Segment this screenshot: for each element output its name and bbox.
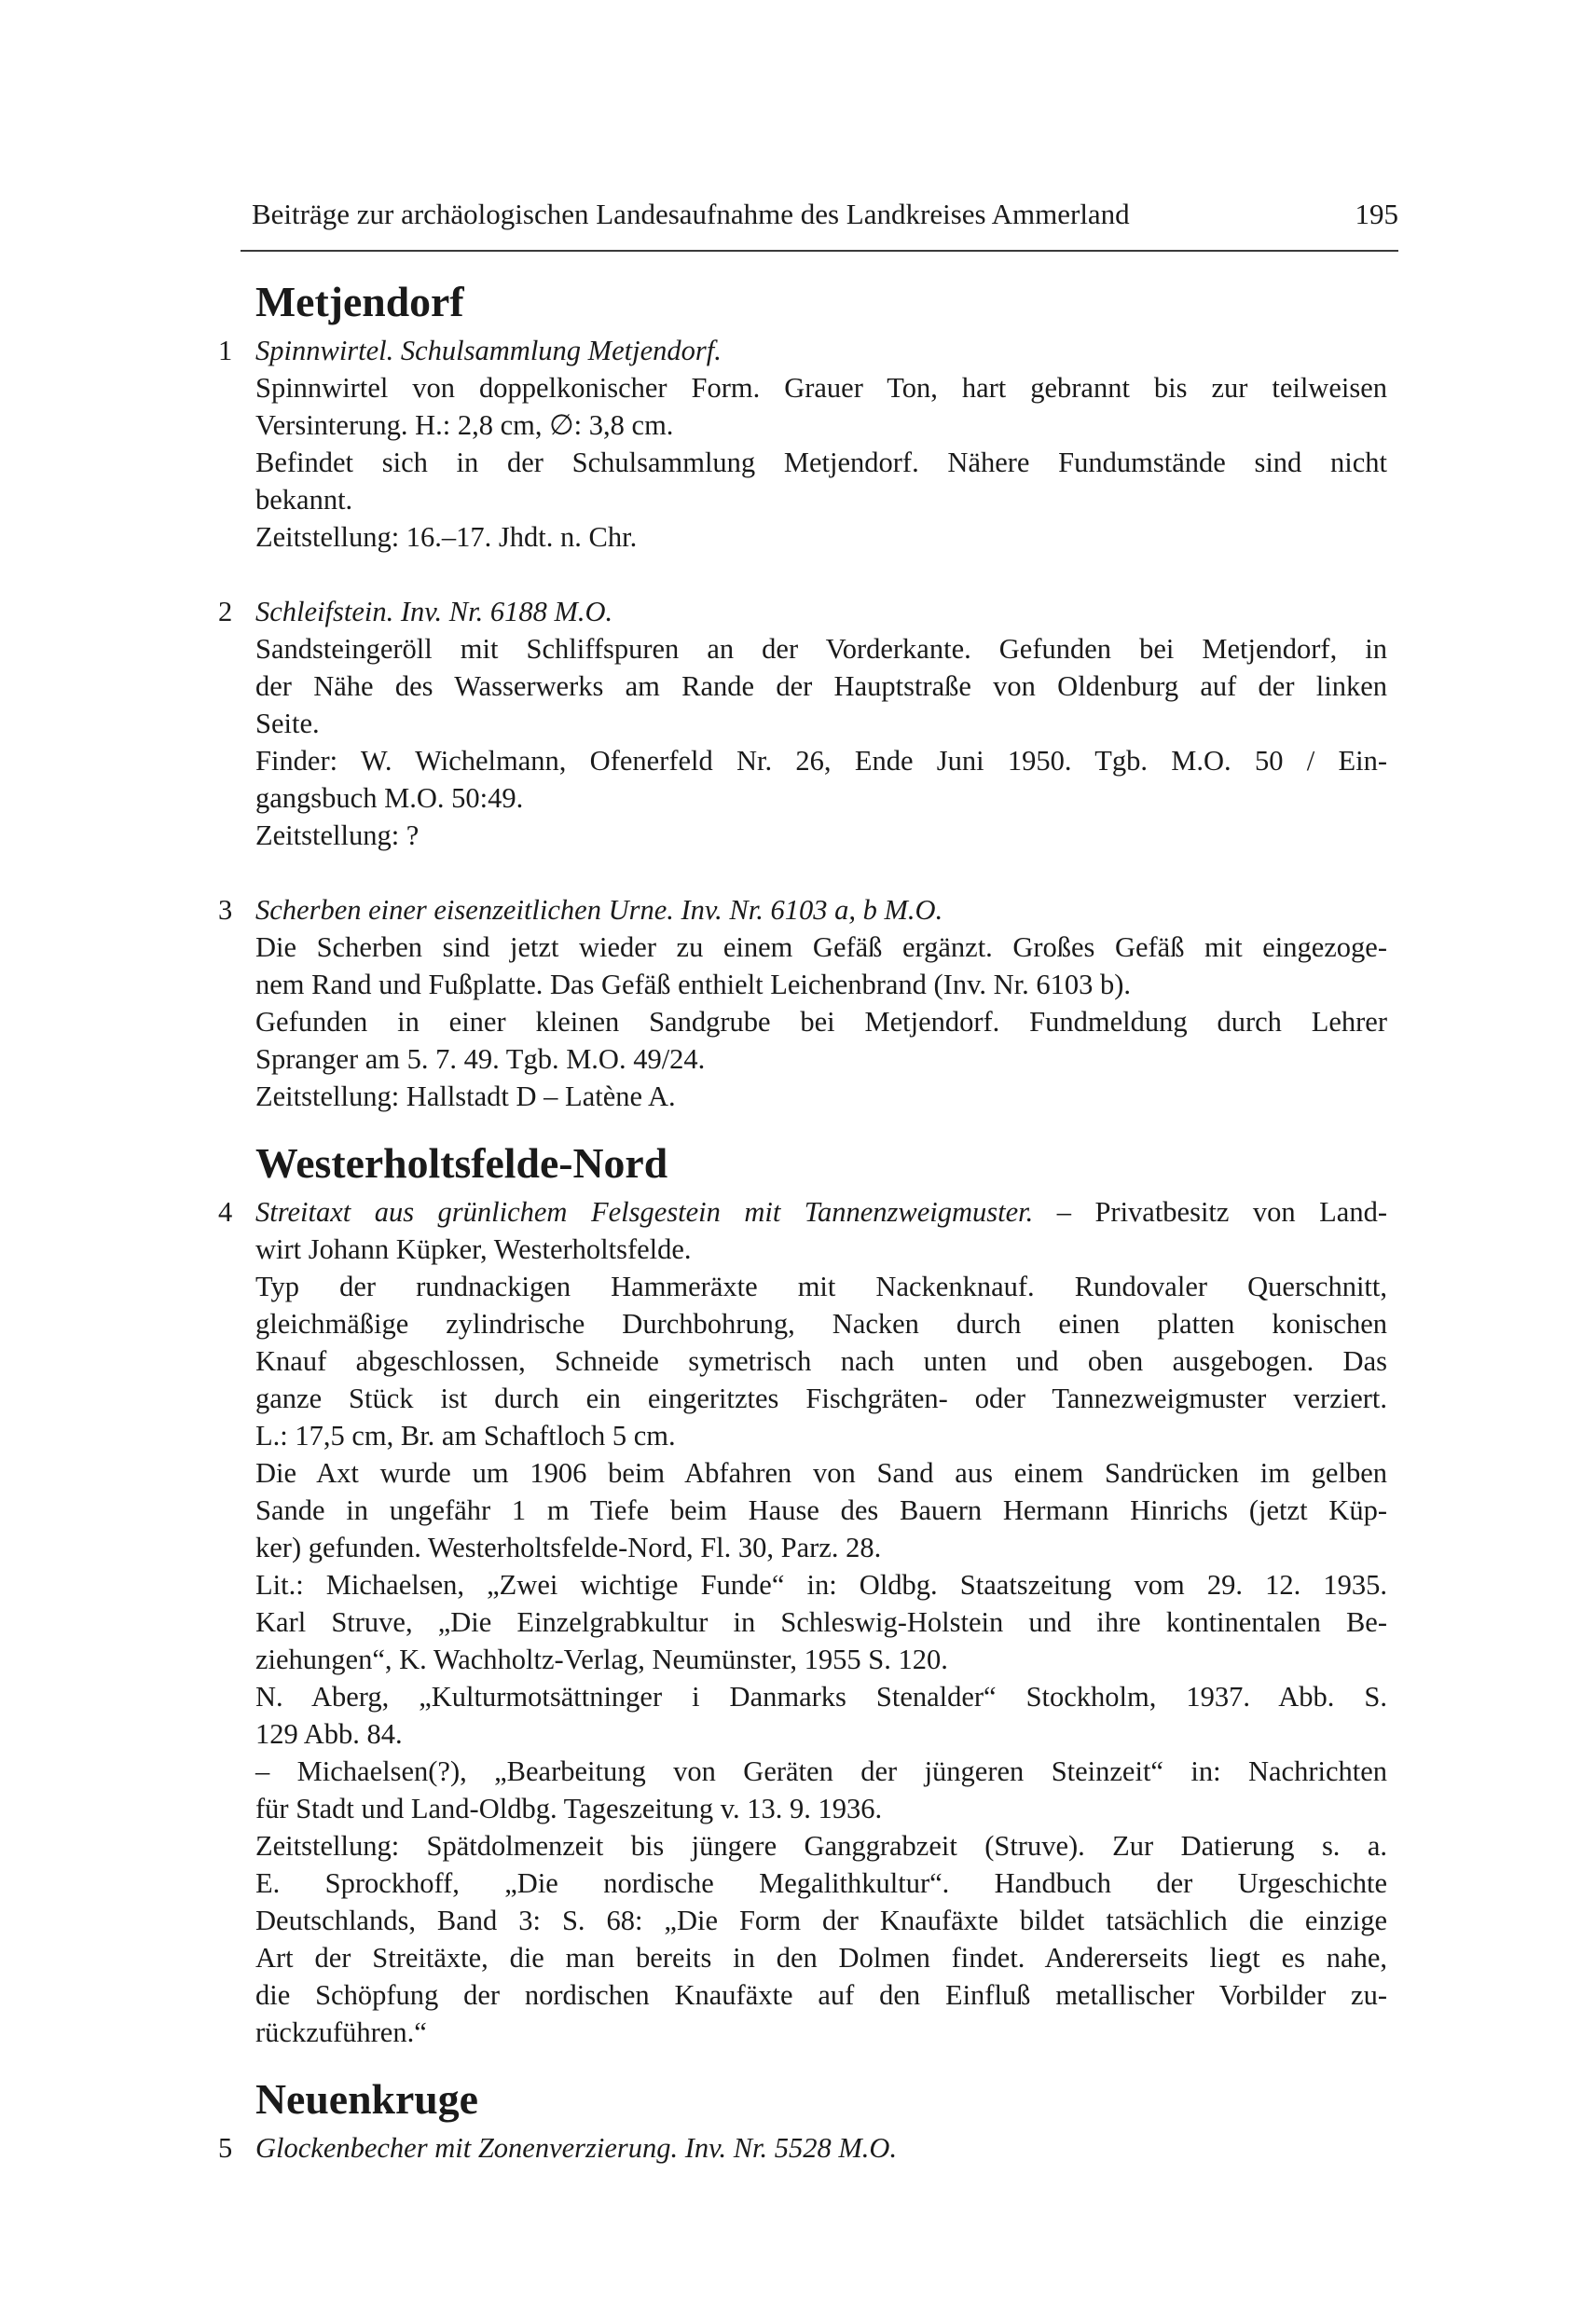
text-line: nem Rand und Fußplatte. Das Gefäß enthielt Leichenbrand (Inv. Nr. 6103 b). [255, 969, 1132, 1000]
text-line: die Schöpfung der nordischen Knaufäxte auf den Einfluß metallischer Vorbilder zu- [255, 1979, 1387, 2011]
entry-heading-italic: Streitaxt aus grünlichem Felsgestein mit Tannenzweigmuster. [255, 1196, 1034, 1228]
text-line: L.: 17,5 cm, Br. am Schaftloch 5 cm. [255, 1420, 676, 1452]
text-line: Karl Struve, „Die Einzelgrabkultur in Schleswig-Holstein und ihre kontinentalen Be- [255, 1606, 1387, 1638]
catalogue-entry [218, 593, 1387, 854]
text-line: wirt Johann Küpker, Westerholtsfelde. [255, 1233, 692, 1265]
text-line: Lit.: Michaelsen, „Zwei wichtige Funde“ in: Oldbg. Staatszeitung vom 29. 12. 1935. [255, 1569, 1387, 1601]
text-line: Art der Streitäxte, die man bereits in den Dolmen findet. Andererseits liegt es nahe, [255, 1942, 1387, 1974]
header-rule [241, 250, 1398, 252]
section-title: Metjendorf [255, 278, 464, 325]
section-title: Westerholtsfelde-Nord [255, 1139, 668, 1187]
text-line: – Michaelsen(?), „Bearbeitung von Geräten der jüngeren Steinzeit“ in: Nachrichten [255, 1755, 1387, 1787]
text-line: Knauf abgeschlossen, Schneide symetrisch nach unten und oben ausgebogen. Das [255, 1345, 1387, 1377]
text-line: E. Sprockhoff, „Die nordische Megalithkultur“. Handbuch der Urgeschichte [255, 1867, 1387, 1899]
text-line: Deutschlands, Band 3: S. 68: „Die Form der Knaufäxte bildet tatsächlich die einzige [255, 1905, 1387, 1936]
text-line: Zeitstellung: Spätdolmenzeit bis jüngere Ganggrabzeit (Struve). Zur Datierung s. a. [255, 1830, 1387, 1862]
text-line: Spranger am 5. 7. 49. Tgb. M.O. 49/24. [255, 1043, 706, 1075]
text-line: Finder: W. Wichelmann, Ofenerfeld Nr. 26, Ende Juni 1950. Tgb. M.O. 50 / Ein- [255, 745, 1387, 777]
text-line: Seite. [255, 708, 320, 739]
text-line [255, 1193, 1387, 1231]
running-header [252, 191, 1398, 238]
text-line: N. Aberg, „Kulturmotsättninger i Danmarks Stenalder“ Stockholm, 1937. Abb. S. [255, 1681, 1387, 1713]
text-line: Sandsteingeröll mit Schliffspuren an der Vorderkante. Gefunden bei Metjendorf, in [255, 633, 1387, 665]
catalogue-entry [218, 332, 1387, 556]
text-line: Spinnwirtel. Schulsammlung Metjendorf. [255, 335, 722, 366]
text-line: Scherben einer eisenzeitlichen Urne. Inv. Nr. 6103 a, b M.O. [255, 894, 943, 926]
text-line: ziehungen“, K. Wachholtz-Verlag, Neumünster, 1955 S. 120. [255, 1644, 948, 1675]
text-line: gangsbuch M.O. 50:49. [255, 782, 524, 814]
text-line: Typ der rundnackigen Hammeräxte mit Nackenknauf. Rundovaler Querschnitt, [255, 1271, 1387, 1302]
entry-number: 5 [218, 2132, 233, 2164]
text-line: Die Scherben sind jetzt wieder zu einem Gefäß ergänzt. Großes Gefäß mit eingezoge- [255, 931, 1387, 963]
text-line: Befindet sich in der Schulsammlung Metjendorf. Nähere Fundumstände sind nicht [255, 447, 1387, 478]
text-line: rückzuführen.“ [255, 2016, 427, 2048]
text-line: gleichmäßige zylindrische Durchbohrung, Nacken durch einen platten konischen [255, 1308, 1387, 1340]
catalogue-entry [218, 2129, 1387, 2167]
entry-number: 3 [218, 894, 233, 926]
section-title: Neuenkruge [255, 2075, 478, 2123]
entry-number: 2 [218, 596, 233, 627]
catalogue-entry [218, 1193, 1387, 2051]
text-line: Schleifstein. Inv. Nr. 6188 M.O. [255, 596, 613, 627]
text-line: Sande in ungefähr 1 m Tiefe beim Hause des Bauern Hermann Hinrichs (jetzt Küp- [255, 1494, 1387, 1526]
text-line: Gefunden in einer kleinen Sandgrube bei Metjendorf. Fundmeldung durch Lehrer [255, 1006, 1387, 1038]
text-line: ker) gefunden. Westerholtsfelde-Nord, Fl. 30, Parz. 28. [255, 1532, 882, 1563]
text-line: der Nähe des Wasserwerks am Rande der Hauptstraße von Oldenburg auf der linken [255, 670, 1387, 702]
section [218, 2068, 1387, 2167]
text-line: 129 Abb. 84. [255, 1718, 403, 1750]
page-body [218, 270, 1387, 2167]
entry-number: 1 [218, 335, 233, 366]
text-line: bekannt. [255, 484, 353, 516]
section [218, 270, 1387, 1115]
catalogue-entry [218, 891, 1387, 1115]
text-line: Die Axt wurde um 1906 beim Abfahren von Sand aus einem Sandrücken im gelben [255, 1457, 1387, 1489]
text-line: für Stadt und Land-Oldbg. Tageszeitung v. 13. 9. 1936. [255, 1793, 883, 1824]
text-line: Zeitstellung: Hallstadt D – Latène A. [255, 1080, 676, 1112]
text-line: Glockenbecher mit Zonenverzierung. Inv. Nr. 5528 M.O. [255, 2132, 898, 2164]
section [218, 1132, 1387, 2051]
entry-heading-rest: – Privatbesitz von Land- [1033, 1196, 1387, 1228]
page-number: 195 [1355, 198, 1398, 230]
entry-number: 4 [218, 1196, 233, 1228]
text-line: Zeitstellung: 16.–17. Jhdt. n. Chr. [255, 521, 638, 553]
text-line: Versinterung. H.: 2,8 cm, ∅: 3,8 cm. [255, 409, 674, 441]
text-line: Zeitstellung: ? [255, 819, 420, 851]
running-header-title: Beiträge zur archäologischen Landesaufnahme des Landkreises Ammerland [252, 198, 1130, 230]
text-line: Spinnwirtel von doppelkonischer Form. Grauer Ton, hart gebrannt bis zur teilweisen [255, 372, 1387, 404]
text-line: ganze Stück ist durch ein eingeritztes Fischgräten- oder Tannezweigmuster verziert. [255, 1383, 1387, 1414]
